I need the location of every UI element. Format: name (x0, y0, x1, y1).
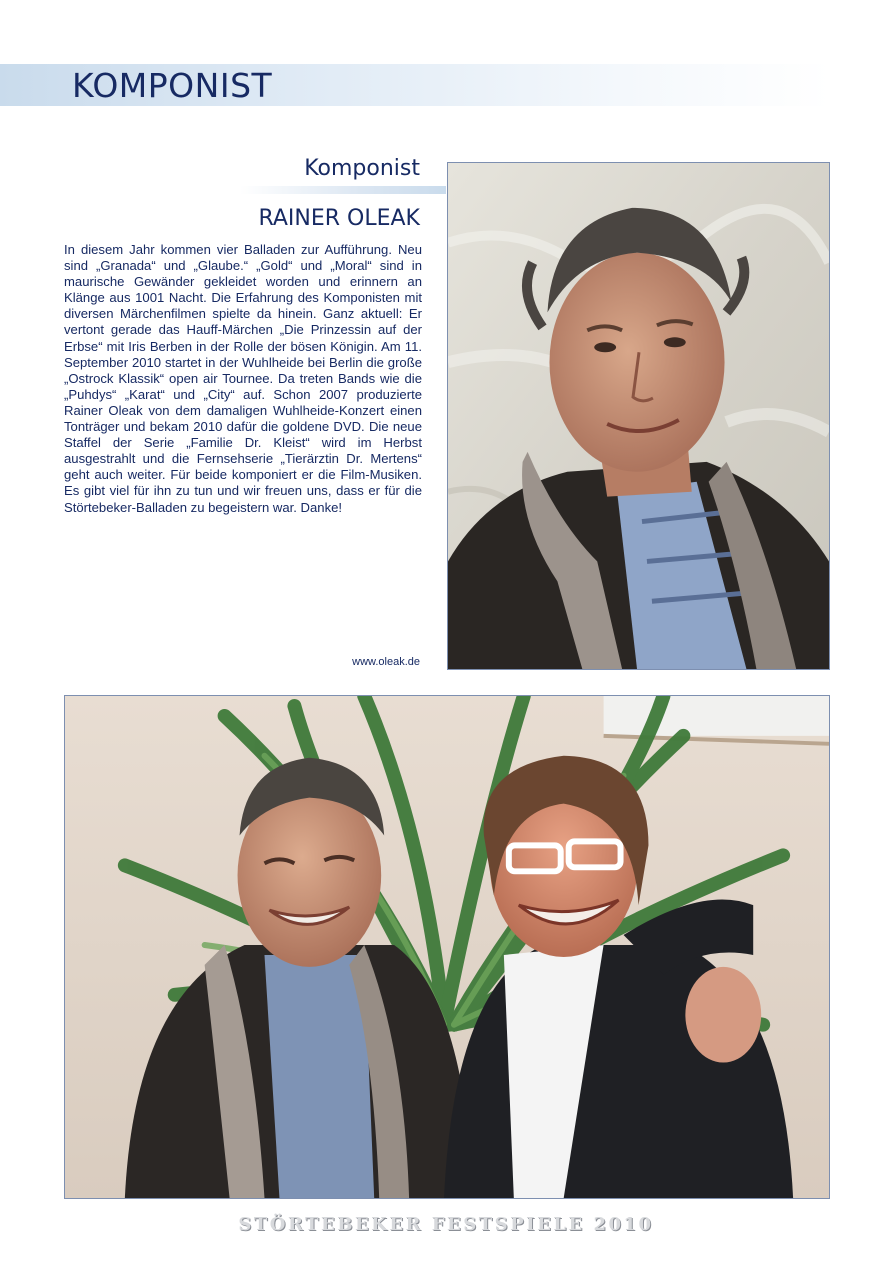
portrait-photo (447, 162, 830, 670)
group-photo (64, 695, 830, 1199)
article-body: In diesem Jahr kommen vier Balladen zur Aufführung. Neu sind „Granada“ und „Glaube.“ „Gold“ und „Moral“ sind in maurische Gewänder gekleidet worden und erinnern an Klänge aus 1001 Nacht. Die Erfahrung des Komponisten mit diversen Märchenfilmen spielte da hinein. Ganz aktuell: Er vertont gerade das Hauff-Märchen „Die Prinzessin auf der Erbse“ mit Iris Berben in der Rolle der bösen Königin. Am 11. September 2010 startet in der Wuhlheide bei Berlin die große „Ostrock Klassik“ open air Tournee. Da treten Bands wie die „Puhdys“ „Karat“ und „City“ auf. Schon 2007 produzierte Rainer Oleak von dem damaligen Wuhlheide-Konzert einen Tonträger und bekam 2010 dafür die goldene DVD. Die neue Staffel der Serie „Familie Dr. Kleist“ wird im Herbst ausgestrahlt und die Fernsehserie „Tierärztin Dr. Mertens“ geht auch weiter. Für beide komponiert er die Film-Musiken. Es gibt viel für ihn zu tun und wir freuen uns, dass er für die Störtebeker-Balladen zu begeistern war. Danke! (64, 242, 422, 515)
portrait-illustration (448, 163, 829, 669)
footer-brand: STÖRTEBEKER FESTSPIELE 2010 (238, 1214, 654, 1235)
section-label: Komponist (304, 156, 420, 181)
page-title: KOMPONIST (72, 66, 273, 105)
section-divider (240, 186, 446, 194)
group-illustration (65, 696, 829, 1198)
person-name: RAINER OLEAK (258, 206, 420, 231)
website-link[interactable]: www.oleak.de (352, 656, 420, 668)
